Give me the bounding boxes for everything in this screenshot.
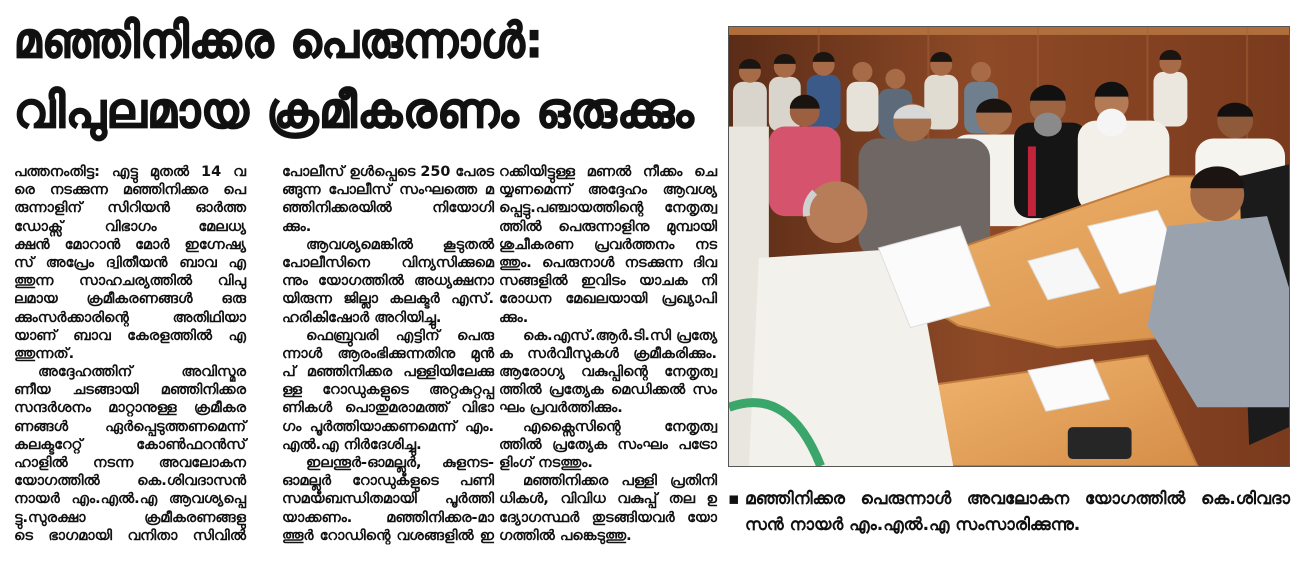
article-line: യിരുന്ന ജില്ലാ കലക്ടർ എസ്.	[282, 291, 494, 308]
article-line: രോധന മേഖലയായി പ്രഖ്യാപി	[499, 291, 717, 308]
article-line: യോഗത്തിൽ കെ.ശിവദാസൻ	[14, 473, 246, 490]
article-line: ങ്ങുന്ന പോലീസ് സംഘത്തെ മ	[282, 182, 494, 199]
article-line: അദ്ദേഹത്തിന് അവിസ്മര	[38, 364, 246, 381]
article-line: യാക്കണം. മഞ്ഞിനിക്കര-മാ	[282, 509, 494, 526]
article-line: ഹാളിൽ നടന്ന അവലോകന	[14, 455, 246, 471]
article-line: സമയബന്ധിതമായി പൂർത്തി	[282, 491, 494, 508]
article-line: സ് അപ്രേം ദ്വിതീയൻ ബാവ എ	[14, 254, 246, 271]
article-line: ക്കുംസർക്കാരിന്റെ അതിഥിയാ	[14, 309, 246, 326]
article-line: ഫെബ്രുവരി എട്ടിന് പെരു	[306, 327, 494, 344]
article-line: യാണ് ബാവ കേരളത്തിൽ എ	[14, 327, 246, 344]
article-line: ത്തും. പെരുനാൾ നടക്കുന്ന ദിവ	[499, 254, 717, 271]
article-line: റക്കിയിട്ടുള്ള മണൽ നീക്കം ചെ	[499, 164, 717, 180]
article-line: ഘം പ്രവർത്തിക്കും.	[499, 400, 623, 417]
article-line: കെ.എസ്.ആർ.ടി.സി പ്രത്യേ	[523, 327, 718, 344]
article-line: ത്തൂർ റോഡിന്റെ വശങ്ങളിൽ ഇ	[282, 527, 494, 544]
headline-line-2: വിപുലമായ ക്രമീകരണം ഒരുക്കും	[14, 83, 695, 139]
caption-bullet-icon: ▪	[728, 489, 740, 509]
article-line: ക്കും.	[282, 218, 312, 235]
headline-line-1: മഞ്ഞിനിക്കര പെരുന്നാൾ:	[14, 13, 544, 69]
photo-caption	[728, 486, 1290, 538]
article-line: ക്ഷൻ മോറാൻ മോർ ഇഗ്നേഷ്യ	[14, 236, 246, 253]
article-line: സന്ദർശനം മാറ്റാനുള്ള ക്രമീകര	[14, 400, 246, 417]
article-line: ഗം പൂർത്തിയാക്കണമെന്ന് എം.	[282, 418, 494, 435]
article-line: ഓമല്ലൂർ റോഡുകളുടെ പണി	[282, 473, 494, 490]
article-line: ആരോഗ്യ വകുപ്പിന്റെ നേതൃത്വ	[499, 364, 717, 381]
article-line: ആവശ്യമെങ്കിൽ കൂടുതൽ	[306, 236, 494, 253]
article-line: ഹരികിഷോർ അറിയിച്ചു.	[282, 309, 442, 326]
article-line: ത്തുന്ന സാഹചര്യത്തിൽ വിപു	[14, 273, 246, 290]
article-column-3	[499, 163, 717, 545]
article-line: ത്തിൽ പ്രത്യേക മെഡിക്കൽ സം	[499, 382, 717, 399]
article-line: ശുചീകരണ പ്രവർത്തനം നട	[499, 236, 717, 253]
article-line: ഞ്ഞിനിക്കരയിൽ നിയോഗി	[282, 200, 494, 217]
article-column-1	[14, 163, 246, 545]
article-line: രെ നടക്കുന്ന മഞ്ഞിനിക്കര പെ	[14, 182, 246, 199]
telephone	[1068, 427, 1132, 459]
article-line: രുന്നാളിന് സിറിയൻ ഓർത്ത	[14, 200, 246, 217]
article-line: ന്നാൾ ആരംഭിക്കുന്നതിനു മുൻ	[282, 345, 494, 362]
article-line: പോലീസിനെ വിന്യസിക്കുമെ	[282, 254, 494, 271]
news-photo	[728, 26, 1290, 467]
article-line: ടെ ഭാഗമായി വനിതാ സിവിൽ	[14, 527, 246, 544]
article-line: ണികൾ പൊതുമരാമത്ത് വിഭാ	[282, 400, 494, 417]
article-line: യ്യണമെന്ന് അദ്ദേഹം ആവശ്യ	[499, 182, 717, 199]
article-line: ദ്യോഗസ്ഥർ തുടങ്ങിയവർ യോ	[499, 509, 717, 526]
article-line: ട്ടു.സുരക്ഷാ ക്രമീകരണങ്ങളു	[14, 509, 246, 526]
article-line: കലക്ടറേറ്റ് കോൺഫറൻസ്	[14, 436, 246, 453]
article-line: ക സർവീസുകൾ ക്രമീകരിക്കും.	[499, 345, 717, 362]
caption-text	[745, 486, 1290, 538]
article-line: പോലീസ് ഉൾപ്പെടെ 250 പേരട	[282, 164, 495, 180]
article-line: ത്തുന്നത്.	[14, 345, 75, 362]
article-line: ണീയ ചടങ്ങായി മഞ്ഞിനിക്കര	[14, 382, 246, 399]
article-line: ഗത്തിൽ പങ്കെടുത്തു.	[499, 527, 632, 544]
article-line: ത്തിൽ പെരുന്നാളിനു മുമ്പായി	[499, 218, 717, 235]
article-line: പത്തനംതിട്ട: എട്ടു മുതൽ 14 വ	[14, 164, 246, 180]
article-column-2	[282, 163, 494, 545]
article-line: എൽ.എ നിർദേശിച്ചു.	[282, 436, 422, 453]
article-line: മഞ്ഞിനിക്കര പള്ളി പ്രതിനി	[523, 473, 717, 490]
caption-line: സൻ നായർ എം.എൽ.എ സംസാരിക്കുന്നു.	[745, 515, 1081, 535]
article-line: ധികൾ, വിവിധ വകുപ്പ് തല ഉ	[499, 491, 717, 508]
article-line: പ് മഞ്ഞിനിക്കര പള്ളിയിലേക്കു	[282, 364, 494, 381]
article-line: ന്നും യോഗത്തിൽ അധ്യക്ഷനാ	[282, 273, 494, 290]
article-line: ത്തിൽ പ്രത്യേക സംഘം പട്രോ	[499, 436, 717, 453]
article-line: എക്സൈസിന്റെ നേതൃത്വ	[523, 418, 717, 435]
article-line: ഇലന്തൂർ-ഓമല്ലൂർ, കുളനട-	[306, 455, 494, 471]
article-line: പ്പെട്ടു.പഞ്ചായത്തിന്റെ നേതൃത്വ	[499, 200, 717, 217]
article-line: സങ്ങളിൽ ഇവിടം യാചക നി	[499, 273, 717, 290]
article-line: ള്ള റോഡുകളുടെ അറ്റകുറ്റപ്പ	[282, 382, 494, 399]
meeting-photo-image	[729, 27, 1289, 466]
article-line: ളിംഗ് നടത്തും.	[499, 455, 593, 471]
article-line: ലമായ ക്രമീകരണങ്ങൾ ഒരു	[14, 291, 246, 308]
caption-line: മഞ്ഞിനിക്കര പെരുന്നാൾ അവലോകന യോഗത്തിൽ കെ.ശിവദാ	[745, 489, 1290, 509]
article-line: ക്കും.	[499, 309, 529, 326]
article-line: നായർ എം.എൽ.എ ആവശ്യപ്പെ	[14, 491, 246, 508]
article-line: ണങ്ങൾ ഏർപ്പെടുത്തണമെന്ന്	[14, 418, 246, 435]
article-line: ഡോക്സ് വിഭാഗം മേലധ്യ	[14, 218, 246, 235]
